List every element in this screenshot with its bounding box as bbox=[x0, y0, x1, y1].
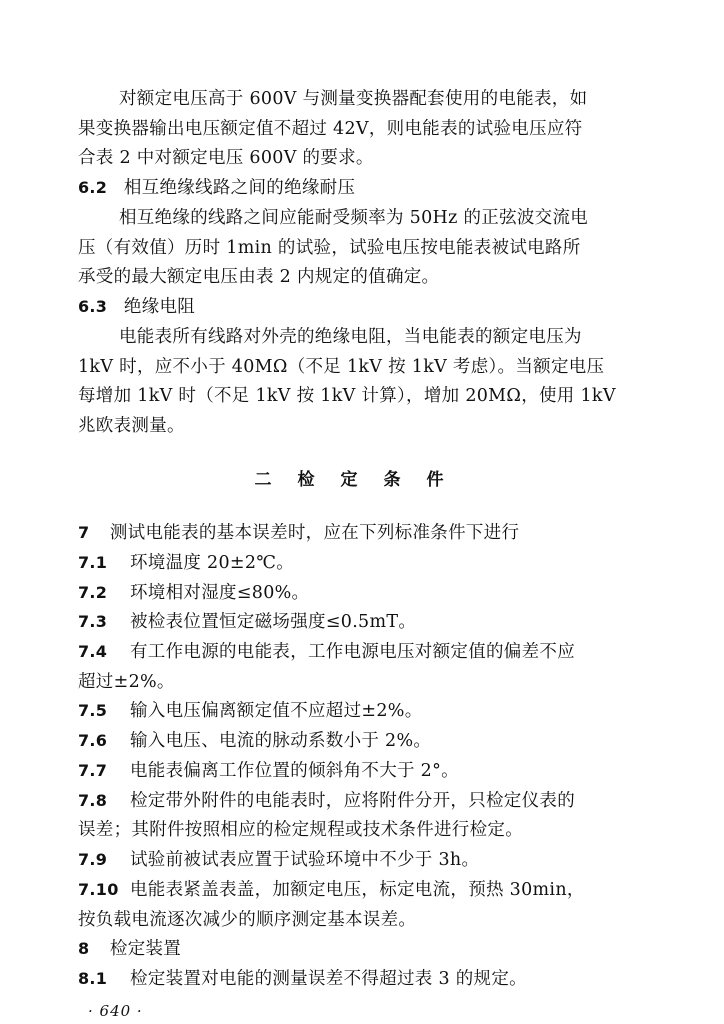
clause-number: 7.5 bbox=[78, 701, 108, 720]
clause-number: 7 bbox=[78, 523, 90, 542]
clause-number: 6.3 bbox=[78, 297, 108, 316]
paragraph-line: 超过±2%。 bbox=[78, 672, 175, 692]
clause-7 bbox=[78, 522, 519, 544]
page-number: · 640 · bbox=[88, 1002, 143, 1020]
clause-number: 7.9 bbox=[78, 850, 108, 869]
clause-text: 被检表位置恒定磁场强度≤0.5mT。 bbox=[130, 612, 417, 632]
paragraph-line: 按负载电流逐次减少的顺序测定基本误差。 bbox=[78, 910, 417, 930]
paragraph-line: 误差；其附件按照相应的检定规程或技术条件进行检定。 bbox=[78, 820, 523, 840]
item-7-3 bbox=[78, 611, 416, 633]
clause-text: 电能表紧盖表盖，加额定电压，标定电流，预热 30min， bbox=[130, 880, 585, 900]
item-7-5 bbox=[78, 700, 423, 722]
clause-text: 输入电压偏离额定值不应超过±2%。 bbox=[130, 701, 423, 721]
item-7-6 bbox=[78, 730, 431, 752]
clause-8 bbox=[78, 938, 181, 960]
clause-text: 环境相对湿度≤80%。 bbox=[130, 583, 310, 603]
clause-number: 7.7 bbox=[78, 761, 108, 780]
clause-text: 试验前被试表应置于试验环境中不少于 3h。 bbox=[130, 850, 480, 870]
clause-text: 电能表偏离工作位置的倾斜角不大于 2°。 bbox=[130, 761, 459, 781]
clause-text: 测试电能表的基本误差时，应在下列标准条件下进行 bbox=[109, 523, 520, 543]
clause-number: 7.10 bbox=[78, 880, 119, 899]
item-7-8 bbox=[78, 790, 575, 812]
clause-title: 相互绝缘线路之间的绝缘耐压 bbox=[123, 178, 356, 198]
clause-number: 7.3 bbox=[78, 612, 108, 631]
clause-number: 7.6 bbox=[78, 731, 108, 750]
clause-number: 8 bbox=[78, 939, 90, 958]
clause-number: 7.4 bbox=[78, 642, 108, 661]
clause-number: 7.2 bbox=[78, 583, 108, 602]
clause-text: 环境温度 20±2℃。 bbox=[130, 553, 295, 573]
item-7-7 bbox=[78, 760, 459, 782]
item-7-1 bbox=[78, 552, 294, 574]
paragraph-line: 承受的最大额定电压由表 2 内规定的值确定。 bbox=[78, 267, 440, 287]
clause-text: 有工作电源的电能表，工作电源电压对额定值的偏差不应 bbox=[130, 642, 575, 662]
paragraph-line: 相互绝缘的线路之间应能耐受频率为 50Hz 的正弦波交流电 bbox=[119, 208, 589, 228]
clause-number: 7.1 bbox=[78, 553, 108, 572]
clause-number: 8.1 bbox=[78, 969, 108, 988]
clause-text: 检定装置对电能的测量误差不得超过表 3 的规定。 bbox=[130, 969, 527, 989]
item-7-9 bbox=[78, 849, 479, 871]
item-7-2 bbox=[78, 582, 309, 604]
clause-title: 绝缘电阻 bbox=[123, 297, 196, 317]
paragraph-line: 每增加 1kV 时（不足 1kV 按 1kV 计算），增加 20MΩ，使用 1kV bbox=[78, 386, 616, 406]
section-6-3-heading bbox=[78, 296, 195, 318]
paragraph-line: 兆欧表测量。 bbox=[78, 416, 185, 436]
clause-text: 检定装置 bbox=[109, 939, 182, 959]
item-7-4 bbox=[78, 641, 575, 663]
paragraph-line: 1kV 时，应不小于 40MΩ（不足 1kV 按 1kV 考虑）。当额定电压 bbox=[78, 357, 605, 377]
item-7-10 bbox=[78, 879, 585, 901]
paragraph-line: 电能表所有线路对外壳的绝缘电阻，当电能表的额定电压为 bbox=[119, 327, 582, 347]
paragraph-line: 合表 2 中对额定电压 600V 的要求。 bbox=[78, 148, 374, 168]
clause-number: 7.8 bbox=[78, 791, 108, 810]
paragraph-line: 压（有效值）历时 1min 的试验，试验电压按电能表被试电路所 bbox=[78, 238, 581, 258]
clause-text: 输入电压、电流的脉动系数小于 2%。 bbox=[130, 731, 432, 751]
clause-text: 检定带外附件的电能表时，应将附件分开，只检定仪表的 bbox=[130, 791, 575, 811]
clause-8-1 bbox=[78, 968, 527, 990]
paragraph-line: 对额定电压高于 600V 与测量变换器配套使用的电能表，如 bbox=[119, 89, 588, 109]
paragraph-line: 果变换器输出电压额定值不超过 42V，则电能表的试验电压应符 bbox=[78, 119, 583, 139]
section-6-2-heading bbox=[78, 177, 355, 199]
section-heading: 二检定条件 bbox=[254, 470, 470, 490]
clause-number: 6.2 bbox=[78, 178, 108, 197]
